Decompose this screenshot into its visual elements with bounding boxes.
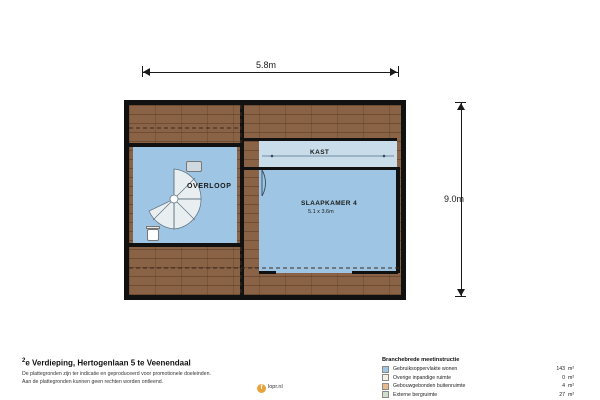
- legend-label: Externe bergruimte: [393, 391, 438, 398]
- legend-swatch-icon: [382, 383, 389, 390]
- label-overloop: OVERLOOP: [187, 183, 232, 190]
- room-slaapkamer-4: [259, 170, 397, 273]
- legend-unit: m²: [568, 383, 575, 389]
- plan-title: [22, 358, 191, 368]
- legend-unit: m²: [568, 366, 575, 372]
- legend-swatch-icon: [382, 366, 389, 373]
- plan-title-text: e Verdieping, Hertogenlaan 5 te Veenendaal: [25, 358, 191, 368]
- wall-slaapkamer-bottom-left: [259, 271, 275, 274]
- wall-vertical-center: [240, 105, 244, 295]
- label-slaapkamer-4: SLAAPKAMER 4: [301, 200, 358, 207]
- legend-label: Gebouwgebonden buitenruimte: [393, 383, 466, 389]
- legend-value: 143: [556, 366, 565, 372]
- legend-row: [382, 365, 582, 373]
- legend-unit: m²: [568, 374, 575, 381]
- label-kast: KAST: [310, 149, 330, 156]
- legend-title: Branchebrede meetinstructie: [382, 357, 460, 363]
- legend-value: 4: [562, 383, 565, 389]
- legend-row: [382, 382, 582, 390]
- label-slaapkamer-4-size: 5.1 x 3.6m: [308, 209, 334, 215]
- spiral-staircase: [146, 168, 202, 230]
- wall-hall-bottom: [129, 243, 241, 247]
- wall-slaapkamer-right: [396, 167, 400, 273]
- legend-row: [382, 374, 582, 382]
- wall-slaapkamer-bottom-mid: [275, 271, 276, 274]
- legend-swatch-icon: [382, 391, 389, 398]
- wall-hall-left: [129, 143, 241, 147]
- wall-slaapkamer-bottom-right: [352, 271, 398, 274]
- dimension-top-label: 5.8m: [256, 60, 277, 70]
- disclaimer-line-1: De plattegronden zijn ter indicatie en geproduceerd voor promotionele doeleinden.: [22, 371, 211, 377]
- wall-kast-top: [244, 138, 397, 141]
- wall-kast-bottom: [244, 167, 397, 170]
- logo-icon: f: [257, 384, 266, 393]
- legend: [382, 357, 582, 399]
- legend-swatch-icon: [382, 374, 389, 381]
- toilet-fixture: [147, 229, 159, 241]
- disclaimer-line-2: Aan de plattegronden kunnen geen rechten worden ontleend.: [22, 379, 164, 385]
- legend-unit: m²: [568, 391, 575, 398]
- logo-text: lopr.nl: [268, 384, 283, 390]
- dimension-right-label: 9.0m: [444, 194, 465, 204]
- legend-row: [382, 391, 582, 399]
- legend-value: 0: [562, 374, 565, 381]
- legend-value: 27: [559, 391, 565, 398]
- legend-label: Gebruiksoppervlakte wonen: [393, 366, 458, 372]
- legend-label: Overige inpandige ruimte: [393, 374, 451, 381]
- plan-title-superscript: 2: [22, 358, 26, 364]
